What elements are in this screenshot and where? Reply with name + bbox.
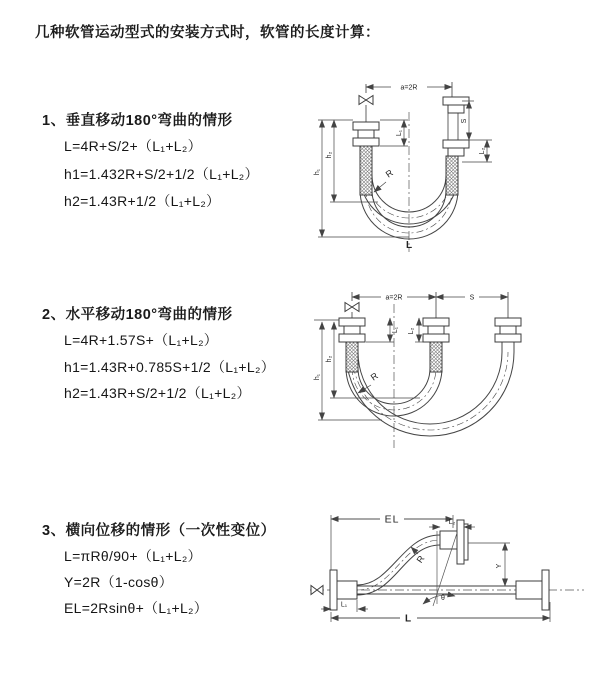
- diagram-vertical-180: [300, 78, 500, 256]
- section3-formula-y: Y=2R（1-cosθ）: [64, 574, 174, 590]
- dim-label-el: EL: [384, 513, 400, 526]
- dim-label-h2: h₂: [326, 151, 333, 159]
- dim-label-a2r: a=2R: [400, 84, 418, 92]
- dim-label-l2: L₂: [448, 519, 456, 526]
- dim-label-h2: h₂: [326, 355, 333, 363]
- section2-formula-h2: h2=1.43R+S/2+1/2（L₁+L₂）: [64, 385, 251, 401]
- upper-flange-plate: [457, 520, 464, 564]
- dim-label-l2: L₂: [408, 327, 415, 335]
- section1-formula-l: L=4R+S/2+（L₁+L₂）: [64, 138, 202, 154]
- left-flange-plate: [330, 570, 337, 610]
- right-pipe-assembly: [443, 82, 469, 195]
- dimension-lines: [321, 515, 550, 622]
- dim-label-h1: h₁: [314, 168, 321, 176]
- section3-heading: 3、横向位移的情形（一次性变位）: [42, 523, 276, 539]
- dim-label-l1: L₁: [396, 129, 403, 137]
- dim-label-a2r: a=2R: [385, 294, 403, 302]
- left-pipe-assembly: [353, 84, 379, 195]
- dim-label-h1: h₁: [314, 373, 321, 381]
- radius-label: R: [414, 553, 427, 565]
- length-label: L: [405, 240, 413, 251]
- section3-formula-l: L=πRθ/90+（L₁+L₂）: [64, 548, 202, 564]
- diagram-lateral-displacement: [308, 510, 592, 635]
- dimension-lines: [314, 294, 508, 420]
- page-title: 几种软管运动型式的安装方式时，软管的长度计算：: [35, 25, 380, 41]
- braided-hose-section: [360, 146, 372, 195]
- left-end-assembly: [311, 570, 357, 610]
- right-pipe-assembly: [495, 292, 521, 342]
- dim-label-s: S: [469, 294, 475, 302]
- radius-label: R: [368, 370, 380, 383]
- dim-label-l1: L₁: [392, 326, 399, 334]
- dim-label-l2: L₂: [479, 147, 486, 155]
- section2-formula-h1: h1=1.43R+0.785S+1/2（L₁+L₂）: [64, 359, 275, 375]
- middle-pipe-assembly: [423, 292, 449, 372]
- radius-label: R: [383, 167, 395, 180]
- section1-formula-h1: h1=1.432R+S/2+1/2（L₁+L₂）: [64, 166, 259, 182]
- section1-formula-h2: h2=1.43R+1/2（L₁+L₂）: [64, 193, 221, 209]
- braided-hose-section: [346, 342, 358, 372]
- diagram-horizontal-180: [308, 288, 525, 450]
- braided-hose-section: [430, 342, 442, 372]
- valve-icon: [345, 303, 359, 312]
- section2-heading: 2、水平移动180°弯曲的情形: [42, 307, 233, 323]
- braided-hose-section: [446, 156, 458, 195]
- section3-formula-el: EL=2Rsinθ+（L₁+L₂）: [64, 600, 209, 616]
- valve-icon: [359, 96, 373, 105]
- dim-label-y: Y: [496, 563, 503, 569]
- right-flange-plate: [542, 570, 549, 610]
- dimension-lines: [318, 84, 492, 237]
- left-pipe-assembly: [339, 292, 365, 372]
- section2-formula-l: L=4R+1.57S+（L₁+L₂）: [64, 332, 219, 348]
- length-label: L: [404, 613, 412, 625]
- dim-label-l1: L₁: [340, 601, 348, 609]
- section1-heading: 1、垂直移动180°弯曲的情形: [42, 113, 233, 129]
- valve-icon: [311, 586, 323, 595]
- dim-label-s: S: [461, 118, 468, 124]
- angle-label: θ: [441, 595, 445, 602]
